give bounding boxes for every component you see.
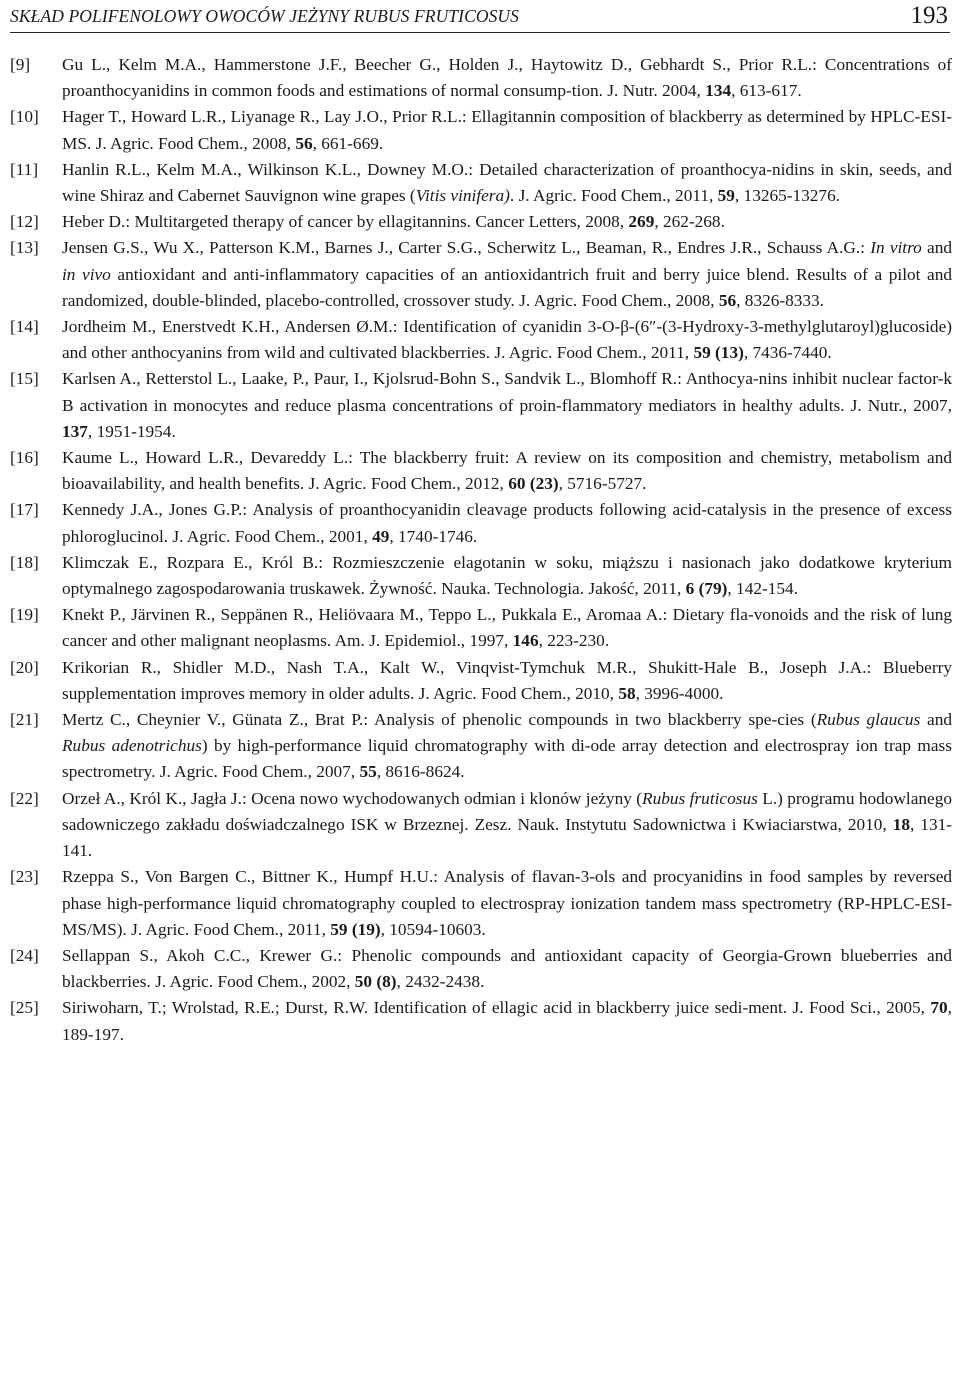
reference-text: ) by high-performance liquid chromatography with di-ode array detection and electrospray ion trap mass spectrometry. J. Agric. Food Chem., 2007, xyxy=(62,736,952,782)
reference-number: [22] xyxy=(10,788,39,808)
reference-entry xyxy=(10,445,952,497)
reference-text: Kennedy J.A., Jones G.P.: Analysis of proanthocyanidin cleavage products following acid-catalysis in the presence of excess phloroglucinol. J. Agric. Food Chem., 2001, xyxy=(62,500,952,546)
reference-text: , 661-669. xyxy=(312,133,384,153)
reference-number: [14] xyxy=(10,317,39,337)
reference-volume: 18 xyxy=(892,814,910,834)
reference-volume: 134 xyxy=(705,81,732,101)
reference-entry xyxy=(10,104,952,156)
reference-text: Klimczak E., Rozpara E., Król B.: Rozmieszczenie elagotanin w soku, miąższu i nasionach jako dodatkowe kryterium optymalnego zagospodarowania truskawek. Żywność. Nauka. Technologia. Jakość, 2011, xyxy=(62,552,952,599)
running-header xyxy=(10,2,950,33)
reference-entry xyxy=(10,602,952,654)
reference-text: , 1951-1954. xyxy=(87,421,176,441)
reference-text: Hager T., Howard L.R., Liyanage R., Lay J.O., Prior R.L.: Ellagitannin composition of blackberry as determined by HPLC-ESI-MS. J. Agric. Food Chem., 2008, xyxy=(62,107,952,153)
reference-entry xyxy=(10,497,952,549)
reference-text: , 131-141. xyxy=(62,814,952,861)
reference-entry xyxy=(10,550,952,602)
reference-text: Karlsen A., Retterstol L., Laake, P., Paur, I., Kjolsrud-Bohn S., Sandvik L., Blomhoff R.: Anthocya-nins inhibit nuclear factor-k B activation in monocytes and reduce plasma concentrations of proin-flammatory mediators in healthy adults. J. Nutr., 2007, xyxy=(62,369,952,415)
reference-volume: (23) xyxy=(529,474,559,494)
reference-number: [25] xyxy=(10,998,39,1018)
reference-number: [23] xyxy=(10,867,39,887)
reference-text: and xyxy=(921,238,952,258)
reference-entry xyxy=(10,786,952,865)
reference-text: Kaume L., Howard L.R., Devareddy L.: The blackberry fruit: A review on its composition and chemistry, metabolism and bioavailability, and health benefits. J. Agric. Food Chem., 2012, xyxy=(62,448,952,494)
reference-text: , 7436-7440. xyxy=(743,343,832,363)
reference-number: [17] xyxy=(10,500,39,520)
reference-volume: (13) xyxy=(715,343,744,363)
reference-volume: 50 xyxy=(354,972,373,992)
reference-entry xyxy=(10,655,952,707)
reference-volume: 56 xyxy=(718,290,737,310)
reference-volume: (79) xyxy=(698,579,728,599)
reference-entry xyxy=(10,209,952,235)
reference-number: [9] xyxy=(10,55,31,74)
reference-text: . J. Agric. Food Chem., 2011, xyxy=(509,186,718,206)
reference-number: [15] xyxy=(10,369,39,389)
reference-text: , 10594-10603. xyxy=(380,919,486,939)
reference-entry xyxy=(10,366,952,445)
reference-number: [13] xyxy=(10,238,39,258)
reference-volume: 56 xyxy=(295,133,313,153)
page-number: 193 xyxy=(910,2,948,29)
reference-text: Krikorian R., Shidler M.D., Nash T.A., Kalt W., Vinqvist-Tymchuk M.R., Shukitt-Hale B., Joseph J.A.: Blueberry supplementation improves memory in older adults. J. Agric. Food Chem., 2010, xyxy=(62,657,952,703)
reference-text: , 1740-1746. xyxy=(389,526,478,546)
reference-text: Jordheim M., Enerstvedt K.H., Andersen Ø.M.: Identification of cyanidin 3-O-β-(6″-(3-Hydroxy-3-methylglutaroyl)glucoside) and other anthocyanins from wild and cultivated blackberries. J. Agric. Food Chem., 2011, xyxy=(62,317,952,363)
reference-entry xyxy=(10,235,952,314)
reference-text: Hanlin R.L., Kelm M.A., Wilkinson K.L., Downey M.O.: Detailed characterization of proanthocya-nidins in skin, seeds, and wine Shiraz and Cabernet Sauvignon wine grapes ( xyxy=(62,159,952,206)
reference-volume: (8) xyxy=(376,972,397,992)
reference-entry xyxy=(10,52,952,104)
reference-number: [12] xyxy=(10,212,39,232)
reference-number: [18] xyxy=(10,552,39,572)
reference-text: , 189-197. xyxy=(62,998,952,1044)
reference-number: [19] xyxy=(10,605,39,625)
reference-text: , 8326-8333. xyxy=(736,290,824,310)
reference-text: Knekt P., Järvinen R., Seppänen R., Heliövaara M., Teppo L., Pukkala E., Aromaa A.: Dietary fla-vonoids and the risk of lung cancer and other malignant neoplasms. Am. J. Epidemiol., 1997, xyxy=(62,605,952,651)
reference-volume: 137 xyxy=(62,421,88,441)
reference-text: antioxidant and anti-inflammatory capacities of an antioxidantrich fruit and berry juice blend. Results of a pilot and randomized, double-blinded, placebo-controlled, crossover study. J. Agric. Food Chem., 2008, xyxy=(62,264,952,310)
reference-list xyxy=(10,52,952,1048)
reference-text: , 2432-2438. xyxy=(396,972,485,992)
reference-number: [24] xyxy=(10,945,39,965)
reference-text: , 13265-13276. xyxy=(734,186,841,206)
reference-volume: 59 xyxy=(693,343,711,363)
reference-volume: 60 xyxy=(508,474,526,494)
reference-italic-text: Rubus fruticosus xyxy=(642,788,758,808)
reference-text: Gu L., Kelm M.A., Hammerstone J.F., Beecher G., Holden J., Haytowitz D., Gebhardt S., Prior R.L.: Concentrations of proanthocyanidins in common foods and estimations of normal consump-tion. J. Nutr. 2004, xyxy=(62,55,952,101)
reference-volume: 6 xyxy=(685,579,695,599)
reference-volume: 49 xyxy=(372,526,390,546)
reference-italic-text: Rubus adenotrichus xyxy=(62,736,202,756)
reference-text: Orzeł A., Król K., Jagła J.: Ocena nowo wychodowanych odmian i klonów jeżyny ( xyxy=(62,788,643,808)
reference-text: , 613-617. xyxy=(731,81,802,101)
reference-volume: 59 xyxy=(330,919,348,939)
reference-text: Sellappan S., Akoh C.C., Krewer G.: Phenolic compounds and antioxidant capacity of Georgia-Grown blueberries and blackberries. J. Agric. Food Chem., 2002, xyxy=(62,945,952,992)
reference-italic-text: Rubus glaucus xyxy=(816,710,921,730)
reference-entry xyxy=(10,707,952,786)
reference-entry xyxy=(10,157,952,209)
reference-italic-text: in vivo xyxy=(62,264,111,284)
reference-number: [16] xyxy=(10,448,39,468)
reference-text: , 262-268. xyxy=(654,212,725,232)
reference-text: L.) programu hodowlanego sadowniczego zakładu doświadczalnego ISK w Brzeznej. Zesz. Nauk. Instytutu Sadownictwa i Kwiaciarstwa, 2010, xyxy=(62,788,952,834)
reference-volume: 146 xyxy=(512,631,539,651)
reference-number: [20] xyxy=(10,657,39,677)
reference-text: Siriwoharn, T.; Wrolstad, R.E.; Durst, R.W. Identification of ellagic acid in blackberry juice sedi-ment. J. Food Sci., 2005, xyxy=(62,998,931,1018)
reference-text: , 223-230. xyxy=(538,631,610,651)
reference-text: Jensen G.S., Wu X., Patterson K.M., Barnes J., Carter S.G., Scherwitz L., Beaman, R., Endres J.R., Schauss A.G.: xyxy=(62,238,871,258)
reference-volume: (19) xyxy=(351,919,381,939)
reference-text: , 142-154. xyxy=(727,579,798,599)
reference-number: [21] xyxy=(10,710,39,730)
reference-text: and xyxy=(920,710,952,730)
reference-number: [11] xyxy=(10,159,39,179)
reference-entry xyxy=(10,943,952,995)
reference-text: Mertz C., Cheynier V., Günata Z., Brat P.: Analysis of phenolic compounds in two blackberry spe-cies ( xyxy=(62,710,817,730)
reference-volume: 269 xyxy=(628,212,655,232)
reference-volume: 70 xyxy=(930,998,948,1018)
reference-text: , 8616-8624. xyxy=(376,762,465,782)
reference-entry xyxy=(10,314,952,366)
reference-volume: 55 xyxy=(359,762,377,782)
reference-volume: 59 xyxy=(717,186,735,206)
reference-italic-text: Vitis vinifera) xyxy=(415,186,510,206)
reference-text: Heber D.: Multitargeted therapy of cancer by ellagitannins. Cancer Letters, 2008, xyxy=(62,212,629,232)
reference-text: , 3996-4000. xyxy=(635,683,724,703)
reference-text: , 5716-5727. xyxy=(558,474,647,494)
reference-italic-text: In vitro xyxy=(870,238,922,258)
reference-entry xyxy=(10,864,952,943)
reference-entry xyxy=(10,995,952,1047)
reference-number: [10] xyxy=(10,107,39,127)
running-title: SKŁAD POLIFENOLOWY OWOCÓW JEŻYNY RUBUS FRUTICOSUS xyxy=(10,6,520,26)
reference-volume: 58 xyxy=(618,683,636,703)
reference-text: Rzeppa S., Von Bargen C., Bittner K., Humpf H.U.: Analysis of flavan-3-ols and procyanidins in food samples by reversed phase high-performance liquid chromatography coupled to electrospray ionization tandem mass spectrometry (RP-HPLC-ESI-MS/MS). J. Agric. Food Chem., 2011, xyxy=(62,867,952,939)
